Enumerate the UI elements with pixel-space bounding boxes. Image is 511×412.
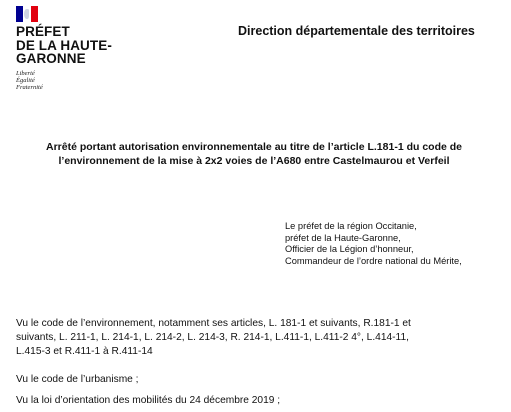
decree-title	[10, 141, 498, 168]
republic-motto	[16, 70, 116, 92]
signatory-line: Commandeur de l’ordre national du Mérite,	[285, 255, 462, 266]
visa-code-environnement	[16, 317, 498, 359]
visa-code-urbanisme: Vu le code de l’urbanisme ;	[16, 374, 139, 385]
flag-blue-band	[16, 6, 23, 22]
motto-line: Égalité	[16, 76, 35, 84]
signatory-line: Officier de la Légion d’honneur,	[285, 244, 414, 255]
prefecture-name-line: GARONNE	[16, 51, 86, 66]
flag-red-band	[31, 6, 38, 22]
issuing-service: Direction départementale des territoires	[238, 24, 475, 38]
motto-line: Liberté	[16, 69, 35, 77]
marianne-flag-icon	[16, 6, 38, 22]
prefecture-name	[16, 25, 116, 66]
signatory-line: Le préfet de la région Occitanie,	[285, 221, 417, 231]
decree-title-line: Arrêté portant autorisation environnementale au titre de l’article L.181-1 du code de	[45, 141, 463, 153]
signatory-line: préfet de la Haute-Garonne,	[285, 232, 401, 243]
motto-line: Fraternité	[16, 83, 43, 91]
prefecture-logo	[16, 6, 116, 91]
prefecture-name-line: PRÉFET	[16, 24, 70, 39]
visa-line: Vu le code de l’environnement, notamment ses articles, L. 181-1 et suivants, R.181-1 et	[16, 318, 411, 329]
decree-title-line: l’environnement de la mise à 2x2 voies de l’A680 entre Castelmaurou et Verfeil	[58, 154, 450, 167]
visa-line: suivants, L. 211-1, L. 214-1, L. 214-2, L. 214-3, R. 214-1, L.411-1, L.411-2 4°, L.414-11,	[16, 332, 409, 343]
visa-loi-mobilites: Vu la loi d’orientation des mobilités du 24 décembre 2019 ;	[16, 395, 281, 406]
flag-white-band	[23, 6, 30, 22]
signatory-block	[285, 221, 462, 267]
prefecture-name-line: DE LA HAUTE-	[16, 37, 112, 53]
visa-line: L.415-3 et R.411-1 à R.411-14	[16, 346, 153, 357]
